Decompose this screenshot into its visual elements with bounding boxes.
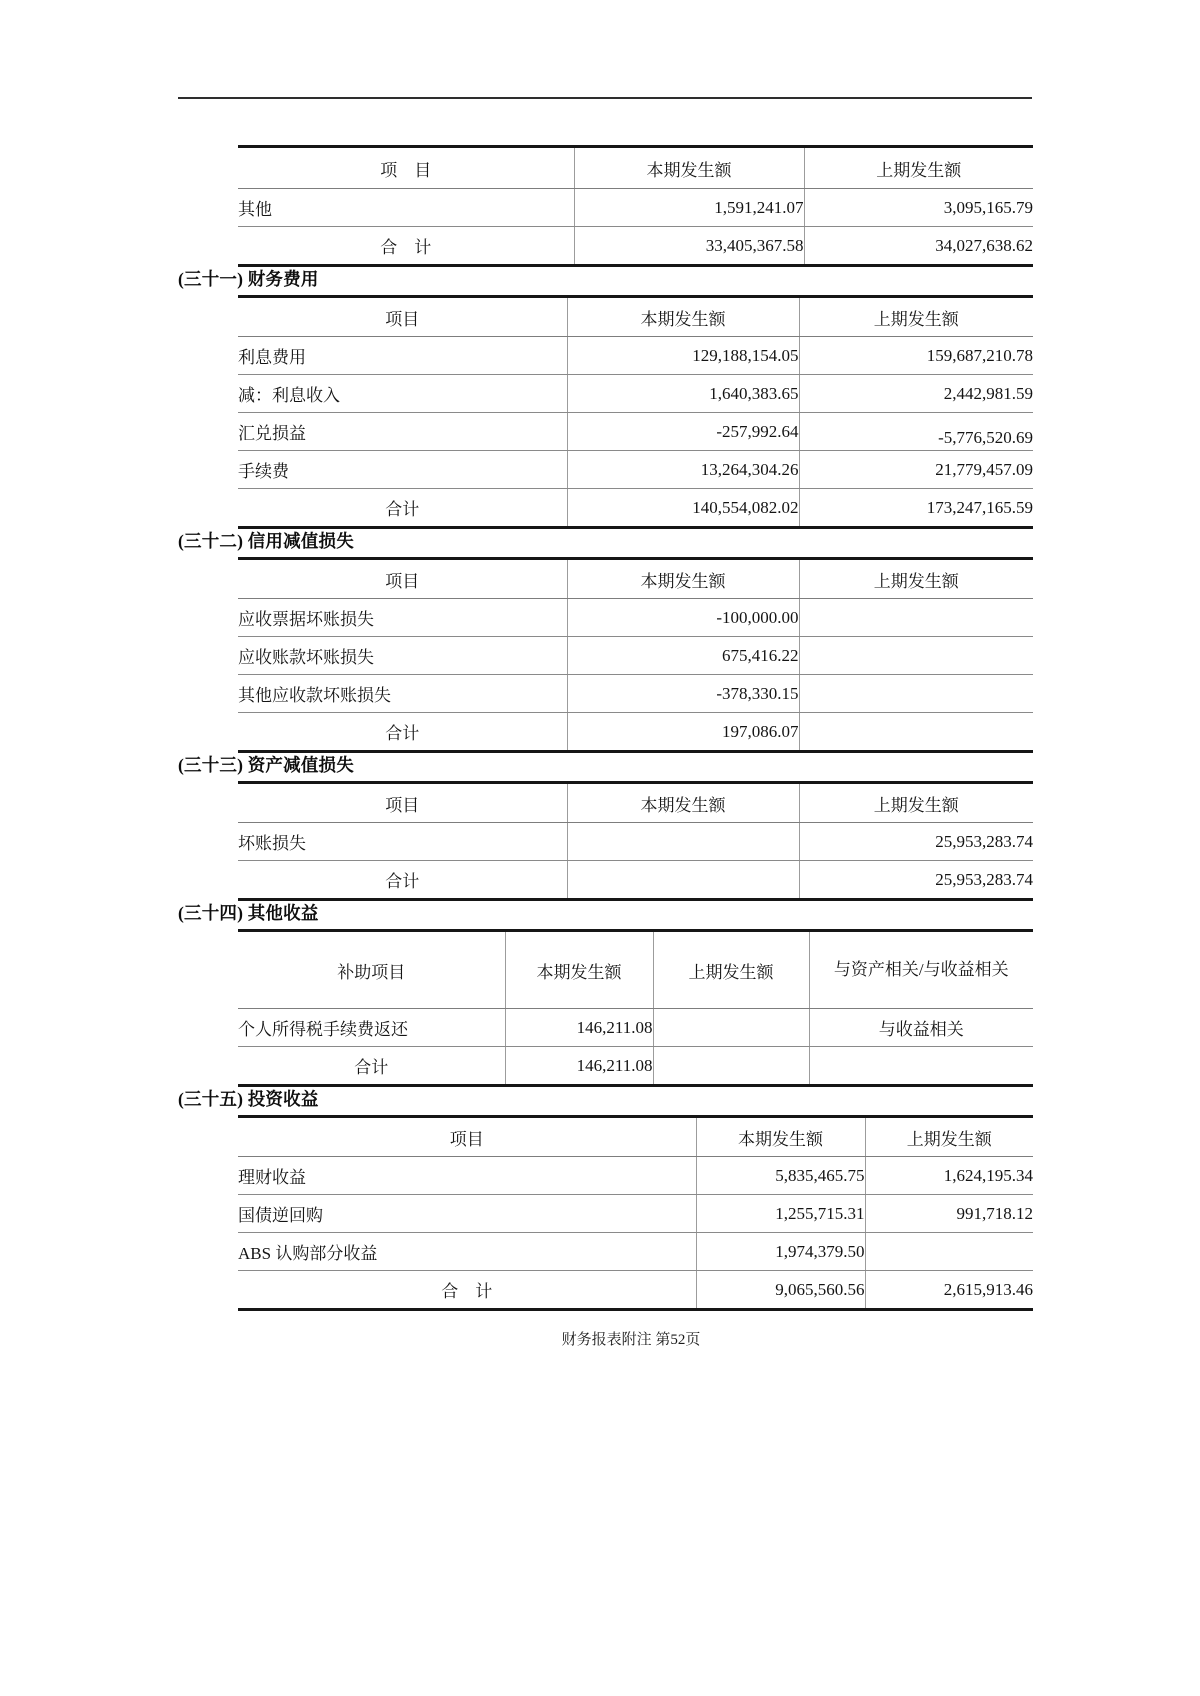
total-row bbox=[238, 489, 1033, 528]
table-row bbox=[238, 1157, 1033, 1195]
cell-current-amount: 13,264,304.26 bbox=[567, 451, 799, 489]
cell-prior-amount bbox=[799, 713, 1033, 752]
cell-prior-amount: 159,687,210.78 bbox=[799, 337, 1033, 375]
top-continuation-table bbox=[238, 145, 1033, 267]
page-footer: 财务报表附注 第52页 bbox=[561, 1332, 701, 1348]
total-row bbox=[238, 1047, 1033, 1086]
col-header-prior-period: 上期发生额 bbox=[799, 559, 1033, 599]
cell-current-amount bbox=[567, 861, 799, 900]
table-row bbox=[238, 1233, 1033, 1271]
cell-prior-amount: 34,027,638.62 bbox=[804, 227, 1033, 266]
table-row bbox=[238, 1009, 1033, 1047]
section-35-title: (三十五) 投资收益 bbox=[178, 1089, 319, 1109]
cell-prior-amount bbox=[653, 1009, 809, 1047]
cell-item-label: 个人所得税手续费返还 bbox=[238, 1009, 505, 1047]
cell-prior-amount: 1,624,195.34 bbox=[865, 1157, 1033, 1195]
header-row bbox=[238, 559, 1033, 599]
header-row bbox=[238, 147, 1033, 189]
cell-prior-amount bbox=[799, 637, 1033, 675]
col-header-item: 项目 bbox=[238, 783, 567, 823]
cell-item-label: 其他应收款坏账损失 bbox=[238, 675, 567, 713]
cell-total-label: 合计 bbox=[385, 500, 420, 519]
cell-current-amount: 140,554,082.02 bbox=[567, 489, 799, 528]
col-header-item: 项目 bbox=[238, 297, 567, 337]
cell-current-amount: 5,835,465.75 bbox=[696, 1157, 865, 1195]
col-header-current-period: 本期发生额 bbox=[567, 783, 799, 823]
col-header-item: 项目 bbox=[238, 559, 567, 599]
cell-item-label: 利息费用 bbox=[238, 337, 567, 375]
table-row bbox=[238, 375, 1033, 413]
cell-current-amount: 1,255,715.31 bbox=[696, 1195, 865, 1233]
col-header-item: 项 目 bbox=[238, 147, 574, 189]
cell-item-label: ABS 认购部分收益 bbox=[238, 1233, 696, 1271]
cell-current-amount: 1,640,383.65 bbox=[567, 375, 799, 413]
col-header-prior-period: 上期发生额 bbox=[804, 147, 1033, 189]
cell-prior-amount: 3,095,165.79 bbox=[804, 189, 1033, 227]
table-row bbox=[238, 599, 1033, 637]
col-header-prior-period: 上期发生额 bbox=[865, 1117, 1033, 1157]
cell-prior-amount: 991,718.12 bbox=[865, 1195, 1033, 1233]
cell-total-label: 合计 bbox=[385, 872, 420, 891]
cell-current-amount: -100,000.00 bbox=[567, 599, 799, 637]
table-row bbox=[238, 337, 1033, 375]
header-row bbox=[238, 783, 1033, 823]
cell-prior-amount: 2,615,913.46 bbox=[865, 1271, 1033, 1310]
cell-relation bbox=[809, 1047, 1033, 1086]
table-row bbox=[238, 451, 1033, 489]
cell-total-label: 合 计 bbox=[380, 238, 432, 257]
col-header-item: 项目 bbox=[238, 1117, 696, 1157]
header-row bbox=[238, 1117, 1033, 1157]
cell-current-amount: 675,416.22 bbox=[567, 637, 799, 675]
cell-prior-amount bbox=[799, 599, 1033, 637]
cell-prior-amount bbox=[799, 675, 1033, 713]
section-31-title: (三十一) 财务费用 bbox=[178, 269, 319, 289]
cell-prior-amount: 21,779,457.09 bbox=[799, 451, 1033, 489]
cell-total-label: 合 计 bbox=[441, 1282, 493, 1301]
cell-total-label: 合计 bbox=[385, 724, 420, 743]
col-header-current-period: 本期发生额 bbox=[696, 1117, 865, 1157]
cell-item-label: 坏账损失 bbox=[238, 823, 567, 861]
section-34-title: (三十四) 其他收益 bbox=[178, 903, 319, 923]
cell-current-amount: 197,086.07 bbox=[567, 713, 799, 752]
cell-prior-amount bbox=[653, 1047, 809, 1086]
section-31-table bbox=[238, 295, 1033, 529]
cell-prior-amount bbox=[799, 413, 1033, 451]
cell-current-amount: 1,591,241.07 bbox=[574, 189, 804, 227]
total-row bbox=[238, 713, 1033, 752]
section-33-table bbox=[238, 781, 1033, 901]
cell-current-amount: -378,330.15 bbox=[567, 675, 799, 713]
cell-item-label: 其他 bbox=[238, 189, 574, 227]
cell-item-label: 应收账款坏账损失 bbox=[238, 637, 567, 675]
cell-prior-amount-text: -5,776,520.69 bbox=[938, 427, 1033, 447]
col-header-subsidy-item: 补助项目 bbox=[238, 931, 505, 1009]
total-row bbox=[238, 861, 1033, 900]
section-35-table bbox=[238, 1115, 1033, 1311]
table-row bbox=[238, 189, 1033, 227]
cell-relation: 与收益相关 bbox=[809, 1009, 1033, 1047]
section-32-title: (三十二) 信用减值损失 bbox=[178, 531, 354, 551]
cell-item-label: 减：利息收入 bbox=[238, 375, 567, 413]
col-header-prior-period: 上期发生额 bbox=[653, 931, 809, 1009]
cell-current-amount bbox=[567, 823, 799, 861]
col-header-current-period: 本期发生额 bbox=[574, 147, 804, 189]
cell-item-label: 汇兑损益 bbox=[238, 413, 567, 451]
cell-current-amount: 9,065,560.56 bbox=[696, 1271, 865, 1310]
col-header-current-period: 本期发生额 bbox=[505, 931, 653, 1009]
section-32-table bbox=[238, 557, 1033, 753]
cell-item-label: 手续费 bbox=[238, 451, 567, 489]
cell-prior-amount: 173,247,165.59 bbox=[799, 489, 1033, 528]
section-33-title: (三十三) 资产减值损失 bbox=[178, 755, 354, 775]
col-header-prior-period: 上期发生额 bbox=[799, 783, 1033, 823]
cell-current-amount: 33,405,367.58 bbox=[574, 227, 804, 266]
cell-item-label: 国债逆回购 bbox=[238, 1195, 696, 1233]
cell-current-amount: 146,211.08 bbox=[505, 1047, 653, 1086]
table-row bbox=[238, 1195, 1033, 1233]
page-header-rule bbox=[178, 97, 1032, 99]
table-row bbox=[238, 413, 1033, 451]
header-row bbox=[238, 931, 1033, 1009]
cell-prior-amount: 2,442,981.59 bbox=[799, 375, 1033, 413]
section-34-table bbox=[238, 929, 1033, 1087]
cell-prior-amount bbox=[865, 1233, 1033, 1271]
table-row bbox=[238, 637, 1033, 675]
col-header-current-period: 本期发生额 bbox=[567, 559, 799, 599]
cell-prior-amount: 25,953,283.74 bbox=[799, 823, 1033, 861]
cell-current-amount: 146,211.08 bbox=[505, 1009, 653, 1047]
col-header-current-period: 本期发生额 bbox=[567, 297, 799, 337]
table-row bbox=[238, 823, 1033, 861]
cell-item-label: 理财收益 bbox=[238, 1157, 696, 1195]
total-row bbox=[238, 1271, 1033, 1310]
cell-current-amount: 129,188,154.05 bbox=[567, 337, 799, 375]
col-header-asset-income-relation: 与资产相关/与收益相关 bbox=[809, 931, 1033, 1009]
header-row bbox=[238, 297, 1033, 337]
col-header-prior-period: 上期发生额 bbox=[799, 297, 1033, 337]
cell-current-amount: -257,992.64 bbox=[567, 413, 799, 451]
cell-prior-amount: 25,953,283.74 bbox=[799, 861, 1033, 900]
total-row bbox=[238, 227, 1033, 266]
table-row bbox=[238, 675, 1033, 713]
cell-item-label: 应收票据坏账损失 bbox=[238, 599, 567, 637]
cell-current-amount: 1,974,379.50 bbox=[696, 1233, 865, 1271]
cell-total-label: 合计 bbox=[354, 1058, 389, 1077]
